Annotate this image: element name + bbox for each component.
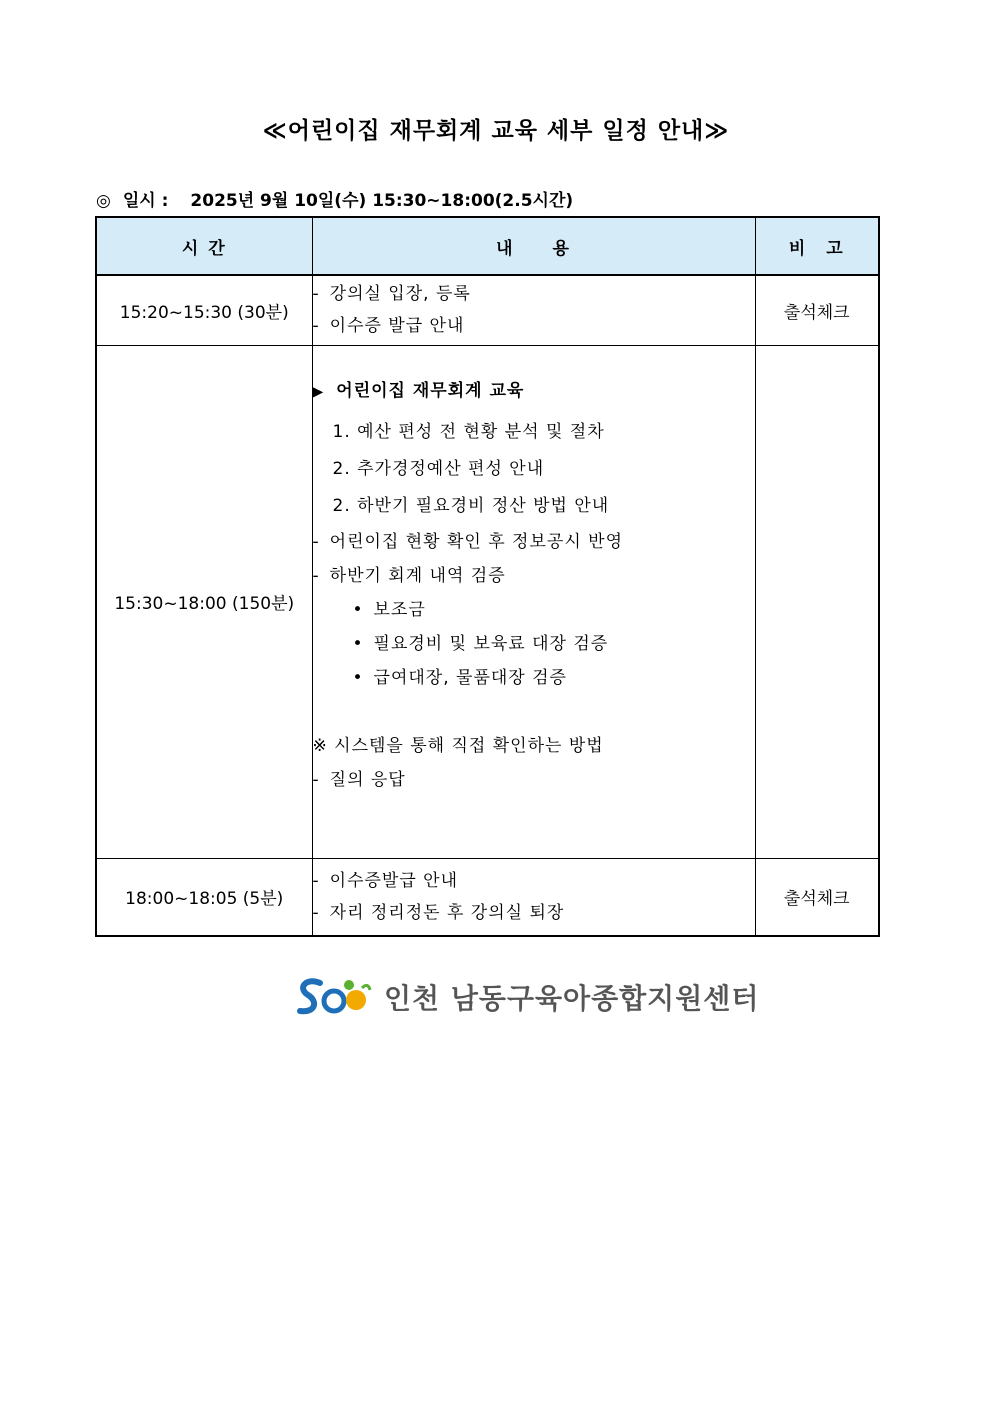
row2-time: 15:30~18:00 (150분) <box>96 345 312 858</box>
row1-time: 15:20~15:30 (30분) <box>96 275 312 345</box>
table-row <box>96 275 879 345</box>
date-label: 일시 : <box>122 191 169 211</box>
numbered-item: 1. 예산 편성 전 현황 분석 및 절차 <box>332 421 605 442</box>
center-logo-icon <box>294 974 372 1020</box>
list-item: - 자리 정리정돈 후 강의실 퇴장 <box>312 902 565 923</box>
list-item: - 이수증발급 안내 <box>312 870 458 891</box>
row1-note: 출석체크 <box>755 275 879 345</box>
document-title: ≪어린이집 재무회계 교육 세부 일정 안내≫ <box>262 118 730 144</box>
header-content: 내 용 <box>312 217 755 275</box>
list-item: - 하반기 회계 내역 검증 <box>312 565 506 586</box>
row2-content <box>312 345 755 858</box>
bullet-item: • 필요경비 및 보육료 대장 검증 <box>352 633 609 654</box>
row3-time: 18:00~18:05 (5분) <box>96 858 312 936</box>
numbered-item: 2. 하반기 필요경비 정산 방법 안내 <box>332 495 610 516</box>
row3-note: 출석체크 <box>755 858 879 936</box>
bullet-item: • 보조금 <box>352 599 426 620</box>
list-item: - 이수증 발급 안내 <box>312 316 465 337</box>
numbered-item: 2. 추가경정예산 편성 안내 <box>332 458 545 479</box>
row1-content <box>312 275 755 345</box>
schedule-table <box>95 216 880 937</box>
table-row <box>96 858 879 936</box>
org-name: 인천 남동구육아종합지원센터 <box>384 982 760 1015</box>
list-item: - 강의실 입장, 등록 <box>312 284 471 305</box>
bullet-item: • 급여대장, 물품대장 검증 <box>352 667 567 688</box>
header-note: 비 고 <box>755 217 879 275</box>
table-row <box>96 345 879 858</box>
table-header-row <box>96 217 879 275</box>
date-value: 2025년 9월 10일(수) 15:30~18:00(2.5시간) <box>190 191 574 211</box>
list-item: - 질의 응답 <box>312 769 406 790</box>
reference-note: ※ 시스템을 통해 직접 확인하는 방법 <box>312 735 604 756</box>
double-circle-icon: ◎ <box>96 191 111 211</box>
row3-content <box>312 858 755 936</box>
triangle-right-icon: ▶ <box>312 383 325 400</box>
row2-note <box>755 345 879 858</box>
list-item: - 어린이집 현황 확인 후 정보공시 반영 <box>312 531 623 552</box>
section-heading: ▶ 어린이집 재무회계 교육 <box>312 380 525 401</box>
date-line <box>96 186 573 211</box>
header-time: 시 간 <box>96 217 312 275</box>
footer <box>294 972 759 1022</box>
